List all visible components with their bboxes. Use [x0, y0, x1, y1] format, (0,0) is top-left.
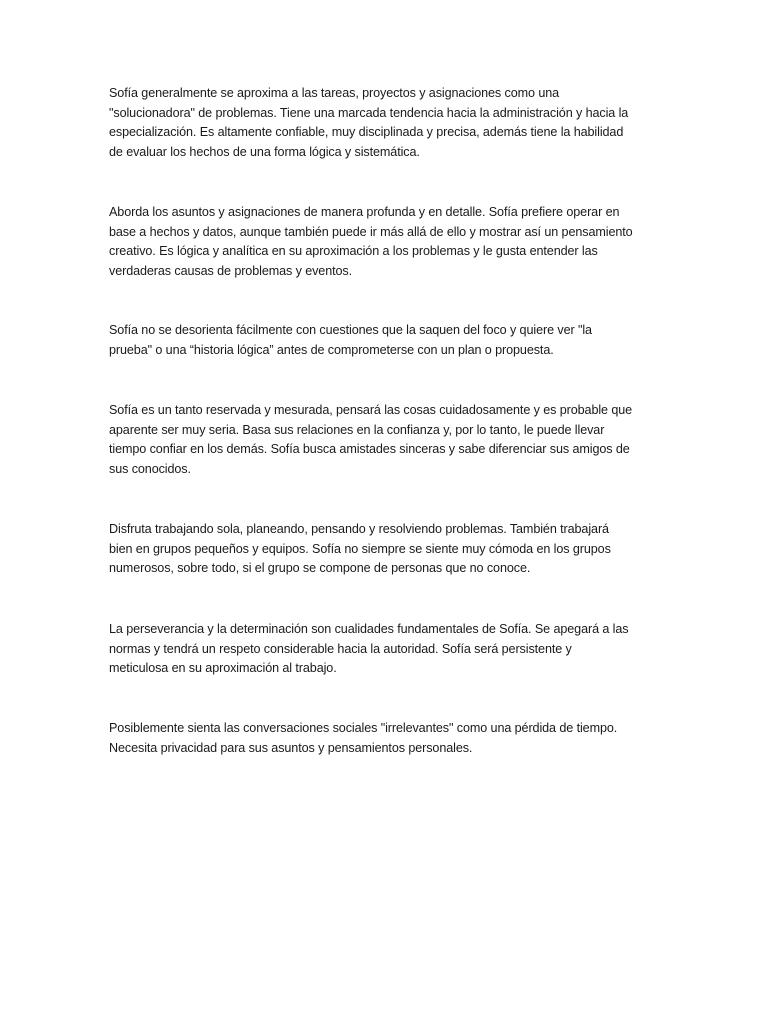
paragraph-line: verdaderas causas de problemas y eventos.	[109, 263, 353, 278]
paragraph-line: prueba" o una “historia lógica” antes de comprometerse con un plan o propuesta.	[109, 342, 554, 357]
paragraph-line: especialización. Es altamente confiable, muy disciplinada y precisa, además tiene la habilidad	[109, 125, 624, 139]
paragraph-line: bien en grupos pequeños y equipos. Sofía no siempre se siente muy cómoda en los grupos	[109, 541, 611, 556]
paragraph-line: de evaluar los hechos de una forma lógica y sistemática.	[109, 144, 420, 159]
paragraph-line: meticulosa en su aproximación al trabajo.	[109, 661, 337, 675]
paragraph-line: aparente ser muy seria. Basa sus relaciones en la confianza y, por lo tanto, le puede llevar	[109, 422, 605, 437]
paragraph-line: Disfruta trabajando sola, planeando, pensando y resolviendo problemas. También trabajará	[109, 522, 609, 536]
paragraph-line: Sofía es un tanto reservada y mesurada, pensará las cosas cuidadosamente y es probable que	[109, 403, 633, 417]
paragraph-line: normas y tendrá un respeto considerable hacia la autoridad. Sofía será persistente y	[109, 641, 572, 656]
paragraph-line: Posiblemente sienta las conversaciones sociales "irrelevantes" como una pérdida de tiempo.	[109, 721, 618, 735]
paragraph-line: sus conocidos.	[109, 461, 191, 476]
paragraph-perseverance	[109, 620, 661, 679]
paragraph-line: "solucionadora" de problemas. Tiene una marcada tendencia hacia la administración y hacia la	[109, 105, 629, 120]
paragraph-line: La perseverancia y la determinación son cualidades fundamentales de Sofía. Se apegará a las	[109, 622, 629, 636]
paragraph-line: numerosos, sobre todo, si el grupo se compone de personas que no conoce.	[109, 561, 531, 575]
paragraph-line: Necesita privacidad para sus asuntos y pensamientos personales.	[109, 740, 473, 755]
paragraph-line: tiempo confiar en los demás. Sofía busca amistades sinceras y sabe diferenciar sus amigos de	[109, 442, 630, 456]
paragraph-detail-approach	[109, 203, 661, 281]
paragraph-problem-solver	[109, 84, 661, 162]
paragraph-working-alone	[109, 520, 661, 579]
paragraph-privacy	[109, 719, 661, 758]
paragraph-line: Sofía no se desorienta fácilmente con cuestiones que la saquen del foco y quiere ver "la	[109, 323, 592, 337]
paragraph-line: creativo. Es lógica y analítica en su aproximación a los problemas y le gusta entender las	[109, 244, 598, 258]
paragraph-line: base a hechos y datos, aunque también puede ir más allá de ello y mostrar así un pensamiento	[109, 224, 633, 239]
paragraph-focus	[109, 321, 661, 360]
paragraph-reserved	[109, 401, 661, 479]
paragraph-line: Sofía generalmente se aproxima a las tareas, proyectos y asignaciones como una	[109, 86, 560, 100]
paragraph-line: Aborda los asuntos y asignaciones de manera profunda y en detalle. Sofía prefiere operar en	[109, 205, 620, 219]
